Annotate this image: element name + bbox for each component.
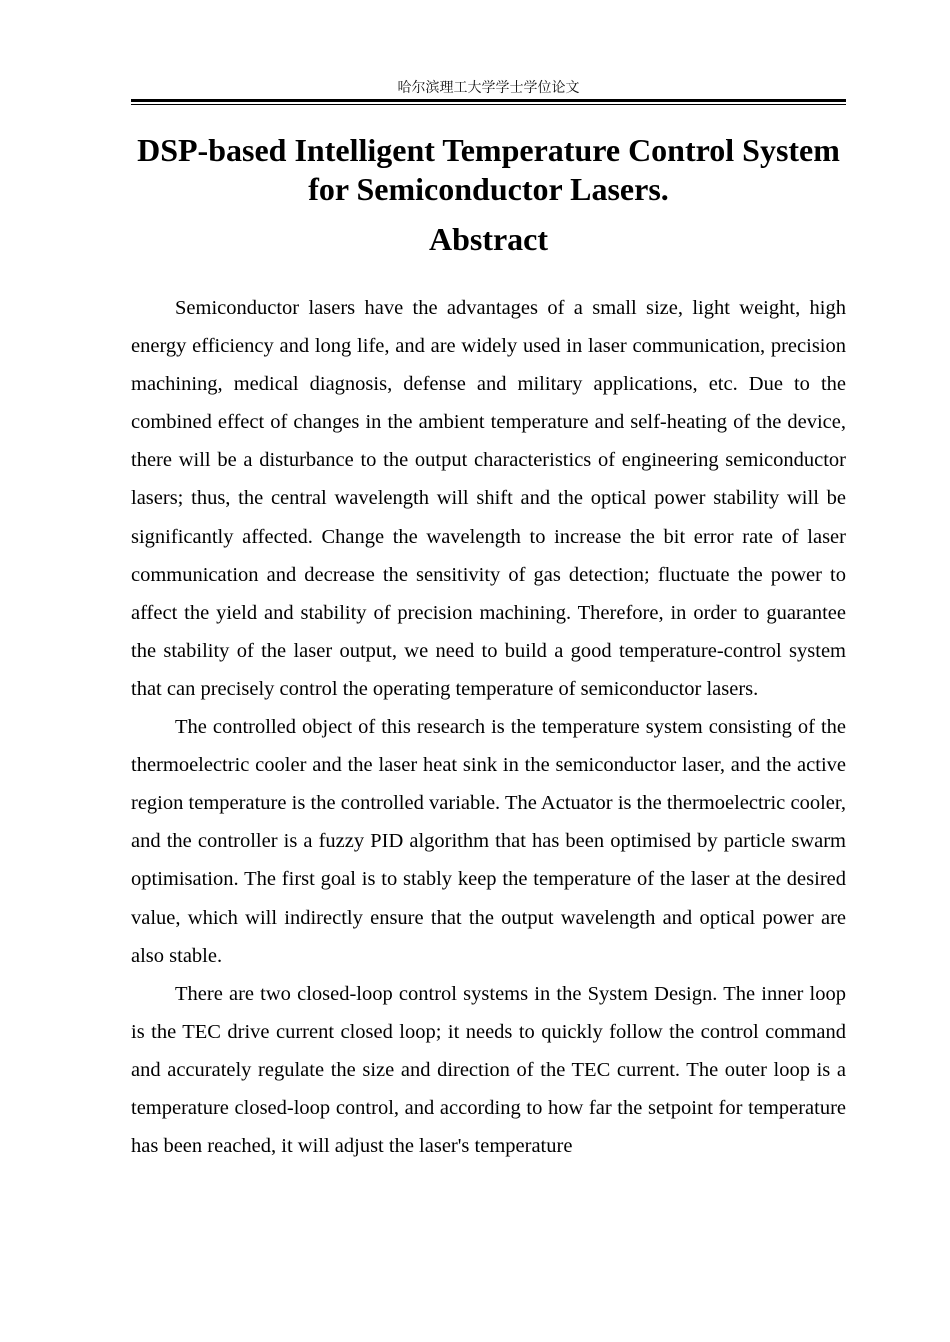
abstract-paragraph-3: There are two closed-loop control systems in the System Design. The inner loop is the TEC drive current closed loop; it needs to quickly follow the control command and accurately regulate the size and direction of the TEC current. The outer loop is a temperature closed-loop control, and according to how far the setpoint for temperature has been reached, it will adjust the laser's temperature (131, 982, 846, 1158)
abstract-heading: Abstract (428, 221, 549, 257)
header-rule-thin (131, 104, 846, 105)
abstract-paragraph-1: Semiconductor lasers have the advantages of a small size, light weight, high energy efficiency and long life, and are widely used in laser communication, precision machining, medical diagnosis, defense and military applications, etc. Due to the combined effect of changes in the ambient temperature and self-heating of the device, there will be a disturbance to the output characteristics of engineering semiconductor lasers; thus, the central wavelength will shift and the optical power stability will be significantly affected. Change the wavelength to increase the bit error rate of laser communication and decrease the sensitivity of gas detection; fluctuate the power to affect the yield and stability of precision machining. Therefore, in order to guarantee the stability of the laser output, we need to build a good temperature-control system that can precisely control the operating temperature of semiconductor lasers. (131, 297, 846, 700)
thesis-title: DSP-based Intelligent Temperature Control System for Semiconductor Lasers. (137, 132, 840, 207)
header-rule-thick (131, 99, 846, 102)
abstract-body (131, 289, 846, 1165)
running-header: 哈尔滨理工大学学士学位论文 (397, 80, 580, 96)
abstract-paragraph-2: The controlled object of this research is the temperature system consisting of the thermoelectric cooler and the laser heat sink in the semiconductor laser, and the active region temperature is the controlled variable. The Actuator is the thermoelectric cooler, and the controller is a fuzzy PID algorithm that has been optimised by particle swarm optimisation. The first goal is to stably keep the temperature of the laser at the desired value, which will indirectly ensure that the output wavelength and optical power are also stable. (131, 716, 846, 967)
